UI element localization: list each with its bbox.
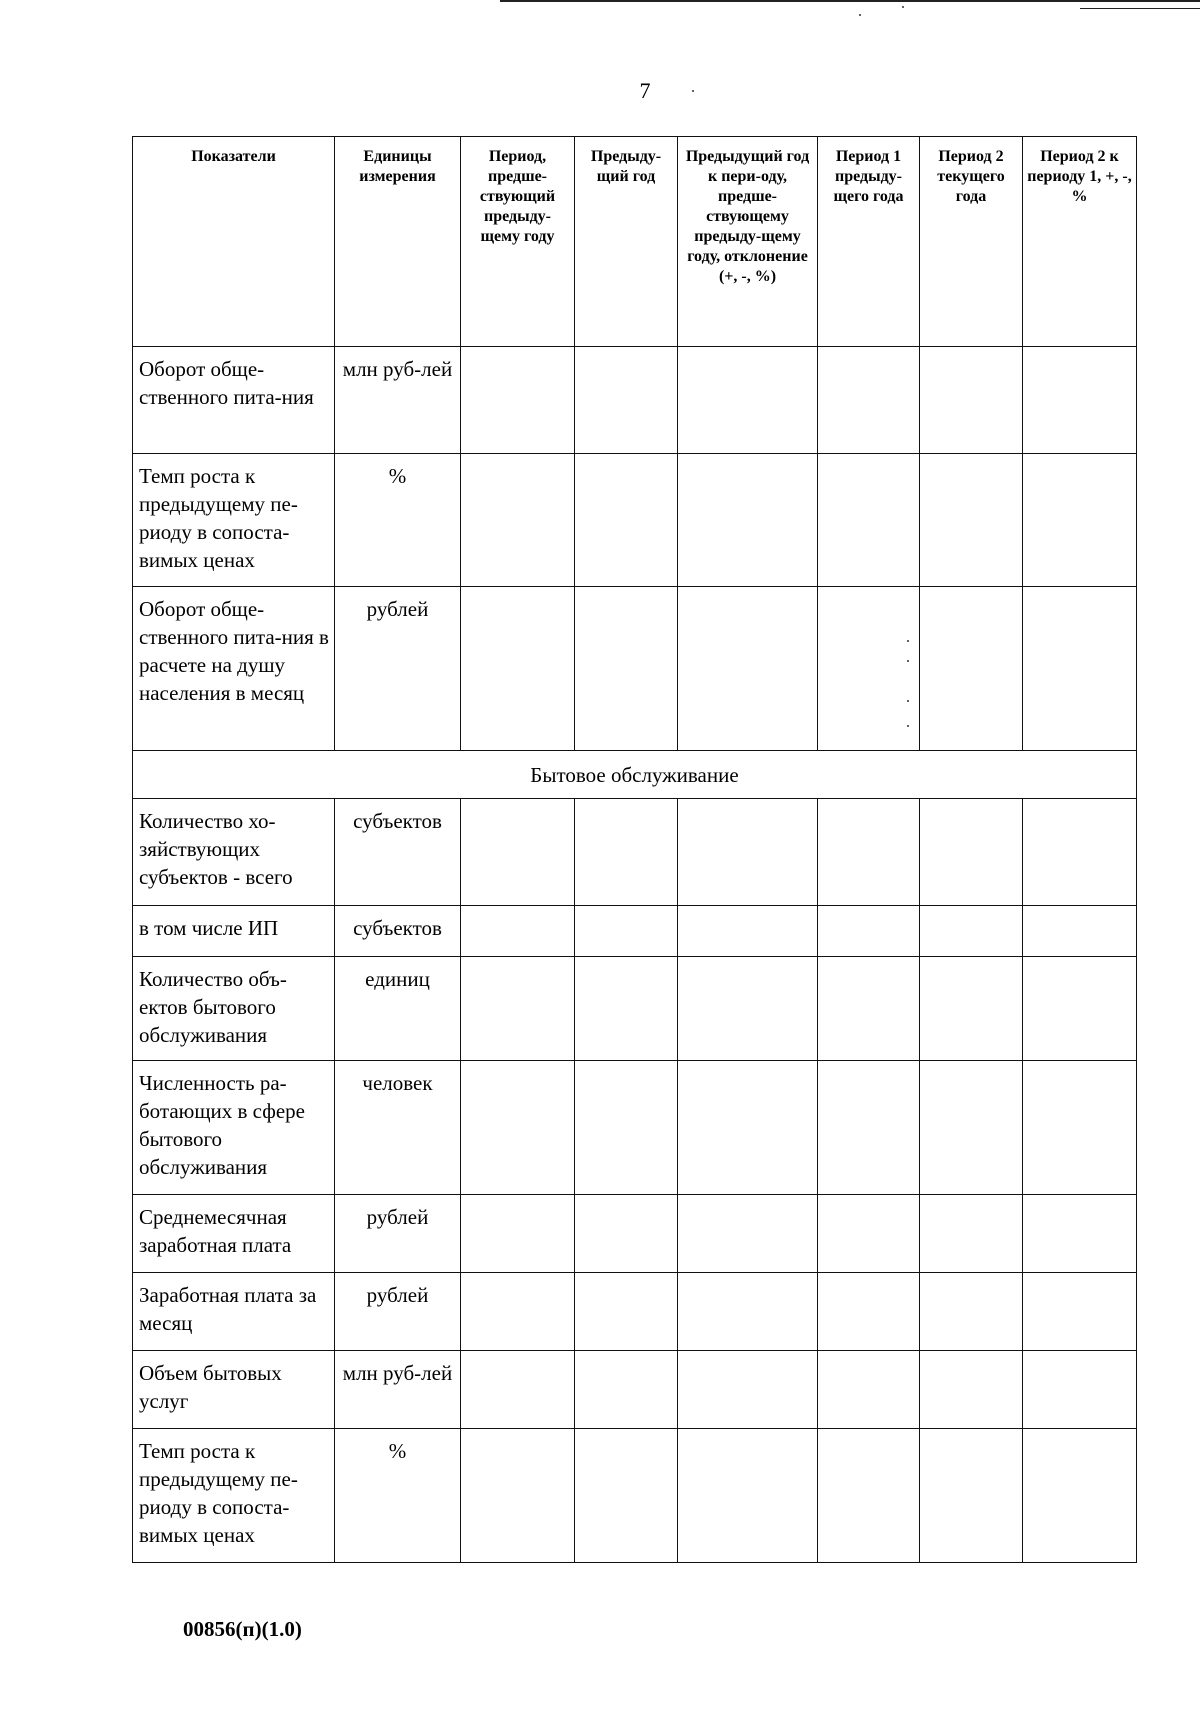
value-cell [575, 454, 678, 587]
value-cell [818, 1273, 920, 1351]
header-unit: Единицы измерения [335, 137, 461, 347]
value-cell [920, 799, 1023, 906]
header-previous-year-deviation: Предыдущий год к пери-оду, предше-ствующему предыду-щему году, отклонение (+, -, %) [678, 137, 818, 347]
value-cell [461, 587, 575, 751]
indicator-cell: Объем бытовых услуг [133, 1351, 335, 1429]
value-cell [461, 1351, 575, 1429]
value-cell [818, 1351, 920, 1429]
scan-edge-line-short [1080, 8, 1200, 9]
section-row [133, 751, 1137, 799]
indicator-cell: Количество хо-зяйствующих субъектов - всего [133, 799, 335, 906]
value-cell [461, 1273, 575, 1351]
unit-cell: рублей [335, 587, 461, 751]
unit-cell: единиц [335, 957, 461, 1061]
unit-cell: субъектов [335, 799, 461, 906]
value-cell [818, 1195, 920, 1273]
table-row [133, 587, 1137, 751]
value-cell [818, 454, 920, 587]
value-cell [920, 454, 1023, 587]
value-cell [818, 587, 920, 751]
unit-cell: % [335, 454, 461, 587]
value-cell [1023, 1195, 1137, 1273]
value-cell [575, 347, 678, 454]
header-row [133, 137, 1137, 347]
value-cell [461, 957, 575, 1061]
scan-speck [692, 90, 694, 92]
value-cell [678, 799, 818, 906]
value-cell [678, 1351, 818, 1429]
value-cell [678, 1195, 818, 1273]
value-cell [920, 1195, 1023, 1273]
indicator-cell: Численность ра-ботающих в сфере бытового обслуживания [133, 1061, 335, 1195]
header-period2-current-year: Период 2 текущего года [920, 137, 1023, 347]
value-cell [1023, 957, 1137, 1061]
scan-edge-line [500, 0, 1200, 2]
table-row [133, 1195, 1137, 1273]
value-cell [678, 1429, 818, 1563]
value-cell [920, 906, 1023, 957]
value-cell [818, 1429, 920, 1563]
header-period2-vs-period1: Период 2 к периоду 1, +, -, % [1023, 137, 1137, 347]
table-row [133, 1061, 1137, 1195]
page-number: 7 [639, 78, 651, 103]
table-row [133, 906, 1137, 957]
table-row [133, 1429, 1137, 1563]
unit-cell: рублей [335, 1195, 461, 1273]
header-previous-year: Предыду-щий год [575, 137, 678, 347]
table-row [133, 347, 1137, 454]
value-cell [1023, 1429, 1137, 1563]
value-cell [678, 347, 818, 454]
section-title: Бытовое обслуживание [133, 751, 1137, 799]
value-cell [678, 957, 818, 1061]
value-cell [461, 1195, 575, 1273]
scan-speck [859, 14, 861, 16]
unit-cell: рублей [335, 1273, 461, 1351]
value-cell [1023, 454, 1137, 587]
value-cell [461, 799, 575, 906]
unit-cell: млн руб-лей [335, 347, 461, 454]
unit-cell: млн руб-лей [335, 1351, 461, 1429]
value-cell [1023, 1273, 1137, 1351]
value-cell [818, 957, 920, 1061]
value-cell [1023, 906, 1137, 957]
indicator-cell: Оборот обще-ственного пита-ния в расчете на душу населения в месяц [133, 587, 335, 751]
value-cell [920, 347, 1023, 454]
value-cell [678, 1061, 818, 1195]
value-cell [818, 347, 920, 454]
value-cell [920, 1273, 1023, 1351]
value-cell [818, 1061, 920, 1195]
value-cell [461, 454, 575, 587]
indicator-cell: в том числе ИП [133, 906, 335, 957]
indicator-cell: Темп роста к предыдущему пе-риоду в сопоста-вимых ценах [133, 454, 335, 587]
value-cell [920, 1429, 1023, 1563]
table-row [133, 1351, 1137, 1429]
table-row [133, 957, 1137, 1061]
value-cell [461, 1061, 575, 1195]
value-cell [575, 1351, 678, 1429]
value-cell [1023, 587, 1137, 751]
value-cell [575, 906, 678, 957]
value-cell [1023, 347, 1137, 454]
value-cell [461, 347, 575, 454]
value-cell [575, 587, 678, 751]
value-cell [575, 1429, 678, 1563]
value-cell [678, 587, 818, 751]
value-cell [461, 906, 575, 957]
value-cell [920, 1061, 1023, 1195]
header-period1-previous-year: Период 1 предыду-щего года [818, 137, 920, 347]
value-cell [575, 1195, 678, 1273]
value-cell [575, 957, 678, 1061]
value-cell [575, 799, 678, 906]
value-cell [678, 454, 818, 587]
document-code: 00856(п)(1.0) [183, 1617, 302, 1641]
value-cell [818, 906, 920, 957]
table-row [133, 454, 1137, 587]
unit-cell: % [335, 1429, 461, 1563]
value-cell [461, 1429, 575, 1563]
unit-cell: человек [335, 1061, 461, 1195]
indicator-cell: Заработная плата за месяц [133, 1273, 335, 1351]
value-cell [678, 906, 818, 957]
header-pre-previous-period: Период, предше-ствующий предыду-щему году [461, 137, 575, 347]
indicator-cell: Темп роста к предыдущему пе-риоду в сопоста-вимых ценах [133, 1429, 335, 1563]
indicator-cell: Оборот обще-ственного пита-ния [133, 347, 335, 454]
table-row [133, 799, 1137, 906]
unit-cell: субъектов [335, 906, 461, 957]
value-cell [575, 1061, 678, 1195]
indicator-cell: Среднемесячная заработная плата [133, 1195, 335, 1273]
value-cell [920, 1351, 1023, 1429]
value-cell [920, 957, 1023, 1061]
indicator-cell: Количество объ-ектов бытового обслуживания [133, 957, 335, 1061]
scan-speck [902, 6, 904, 8]
header-indicator: Показатели [133, 137, 335, 347]
value-cell [678, 1273, 818, 1351]
value-cell [575, 1273, 678, 1351]
value-cell [920, 587, 1023, 751]
value-cell [1023, 799, 1137, 906]
value-cell [818, 799, 920, 906]
table-row [133, 1273, 1137, 1351]
value-cell [1023, 1351, 1137, 1429]
indicators-table [132, 136, 1137, 1563]
value-cell [1023, 1061, 1137, 1195]
